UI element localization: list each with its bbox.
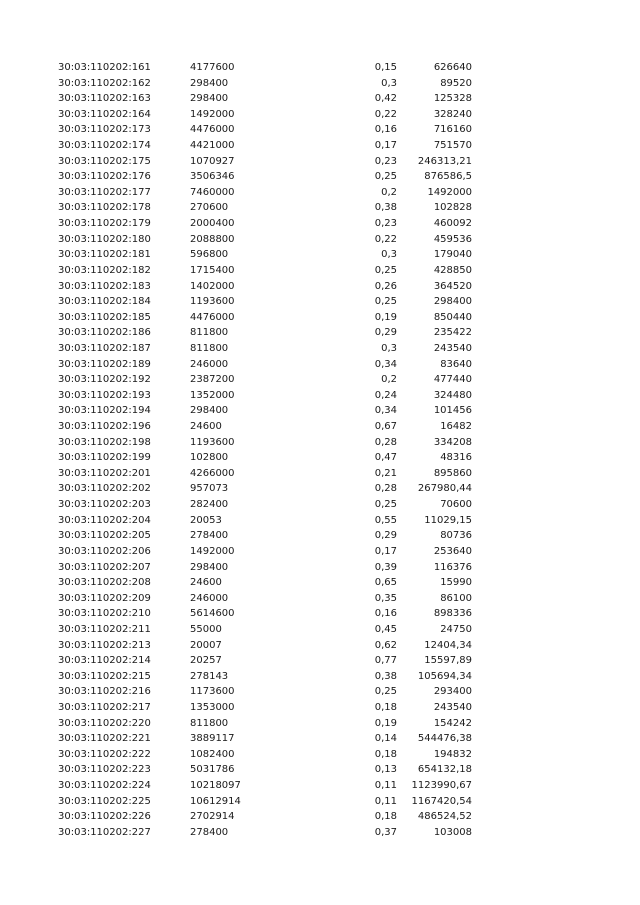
rate-cell: 0,22 [374,108,397,120]
table-row [0,388,640,404]
result-cell: 876586,5 [424,171,472,183]
rate-cell: 0,55 [374,514,397,526]
cadastral-number-cell: 30:03:110202:173 [58,124,151,136]
cadastral-number-cell: 30:03:110202:211 [58,623,151,635]
rate-cell: 0,37 [374,826,397,838]
value-cell: 10218097 [190,780,241,792]
cadastral-number-cell: 30:03:110202:179 [58,218,151,230]
cadastral-number-cell: 30:03:110202:192 [58,374,151,386]
rate-cell: 0,34 [374,358,397,370]
table-row [0,575,640,591]
value-cell: 2387200 [190,374,235,386]
rate-cell: 0,38 [374,670,397,682]
value-cell: 2702914 [190,811,235,823]
table-row [0,481,640,497]
rate-cell: 0,62 [374,639,397,651]
value-cell: 4421000 [190,140,235,152]
value-cell: 1070927 [190,155,235,167]
cadastral-number-cell: 30:03:110202:184 [58,296,151,308]
value-cell: 298400 [190,405,229,417]
value-cell: 10612914 [190,795,241,807]
rate-cell: 0,24 [374,389,397,401]
cadastral-number-cell: 30:03:110202:220 [58,717,151,729]
table-row [0,731,640,747]
cadastral-number-cell: 30:03:110202:209 [58,592,151,604]
result-cell: 80736 [440,530,472,542]
table-row [0,122,640,138]
value-cell: 278400 [190,530,229,542]
value-cell: 5614600 [190,608,235,620]
rate-cell: 0,11 [374,780,397,792]
result-cell: 253640 [433,545,472,557]
cadastral-number-cell: 30:03:110202:224 [58,780,151,792]
table-row [0,169,640,185]
value-cell: 246000 [190,592,229,604]
cadastral-number-cell: 30:03:110202:210 [58,608,151,620]
rate-cell: 0,14 [374,733,397,745]
cadastral-number-cell: 30:03:110202:201 [58,467,151,479]
rate-cell: 0,11 [374,795,397,807]
rate-cell: 0,25 [374,171,397,183]
table-row [0,200,640,216]
value-cell: 1715400 [190,264,235,276]
cadastral-number-cell: 30:03:110202:202 [58,483,151,495]
table-row [0,497,640,513]
rate-cell: 0,22 [374,233,397,245]
cadastral-number-cell: 30:03:110202:180 [58,233,151,245]
rate-cell: 0,25 [374,499,397,511]
table-row [0,560,640,576]
result-cell: 428850 [433,264,472,276]
result-cell: 293400 [433,686,472,698]
cadastral-number-cell: 30:03:110202:181 [58,249,151,261]
table-row [0,279,640,295]
result-cell: 86100 [440,592,472,604]
rate-cell: 0,19 [374,311,397,323]
table-row [0,528,640,544]
table-row [0,76,640,92]
cadastral-number-cell: 30:03:110202:205 [58,530,151,542]
cadastral-number-cell: 30:03:110202:213 [58,639,151,651]
rate-cell: 0,2 [381,374,397,386]
rate-cell: 0,3 [381,249,397,261]
result-cell: 267980,44 [417,483,472,495]
table-row [0,247,640,263]
value-cell: 270600 [190,202,229,214]
value-cell: 1193600 [190,296,235,308]
value-cell: 55000 [190,623,222,635]
result-cell: 1123990,67 [411,780,472,792]
result-cell: 654132,18 [417,764,472,776]
value-cell: 1173600 [190,686,235,698]
result-cell: 626640 [433,62,472,73]
table-row [0,762,640,778]
table-row [0,466,640,482]
result-cell: 125328 [433,93,472,105]
cadastral-number-cell: 30:03:110202:163 [58,93,151,105]
cadastral-number-cell: 30:03:110202:177 [58,186,151,198]
rate-cell: 0,47 [374,452,397,464]
table-row [0,435,640,451]
rate-cell: 0,18 [374,701,397,713]
result-cell: 460092 [433,218,472,230]
value-cell: 811800 [190,327,229,339]
value-cell: 24600 [190,577,222,589]
table-row [0,372,640,388]
cadastral-number-cell: 30:03:110202:216 [58,686,151,698]
cadastral-number-cell: 30:03:110202:164 [58,108,151,120]
cadastral-number-cell: 30:03:110202:175 [58,155,151,167]
result-cell: 179040 [433,249,472,261]
value-cell: 957073 [190,483,229,495]
value-cell: 298400 [190,77,229,89]
rate-cell: 0,29 [374,530,397,542]
table-row [0,450,640,466]
result-cell: 751570 [433,140,472,152]
rate-cell: 0,34 [374,405,397,417]
rate-cell: 0,45 [374,623,397,635]
value-cell: 4266000 [190,467,235,479]
table-row [0,216,640,232]
value-cell: 1353000 [190,701,235,713]
value-cell: 5031786 [190,764,235,776]
cadastral-number-cell: 30:03:110202:194 [58,405,151,417]
result-cell: 246313,21 [417,155,472,167]
value-cell: 20053 [190,514,222,526]
rate-cell: 0,13 [374,764,397,776]
result-cell: 11029,15 [424,514,472,526]
cadastral-number-cell: 30:03:110202:221 [58,733,151,745]
result-cell: 235422 [433,327,472,339]
rate-cell: 0,23 [374,218,397,230]
rate-cell: 0,39 [374,561,397,573]
result-cell: 24750 [440,623,472,635]
table-row [0,809,640,825]
rate-cell: 0,67 [374,421,397,433]
result-cell: 364520 [433,280,472,292]
result-cell: 898336 [433,608,472,620]
table-row [0,794,640,810]
rate-cell: 0,28 [374,483,397,495]
result-cell: 102828 [433,202,472,214]
rate-cell: 0,25 [374,296,397,308]
table-row [0,341,640,357]
cadastral-number-cell: 30:03:110202:176 [58,171,151,183]
table-row [0,638,640,654]
cadastral-number-cell: 30:03:110202:178 [58,202,151,214]
value-cell: 20257 [190,655,222,667]
value-cell: 1492000 [190,108,235,120]
value-cell: 1492000 [190,545,235,557]
table-row [0,513,640,529]
rate-cell: 0,19 [374,717,397,729]
value-cell: 2088800 [190,233,235,245]
rate-cell: 0,29 [374,327,397,339]
cadastral-number-cell: 30:03:110202:207 [58,561,151,573]
value-cell: 4177600 [190,62,235,73]
value-cell: 278400 [190,826,229,838]
result-cell: 1492000 [427,186,472,198]
cadastral-number-cell: 30:03:110202:227 [58,826,151,838]
cadastral-number-cell: 30:03:110202:214 [58,655,151,667]
result-cell: 12404,34 [424,639,472,651]
table-row [0,622,640,638]
result-cell: 194832 [433,748,472,760]
cadastral-number-cell: 30:03:110202:223 [58,764,151,776]
rate-cell: 0,65 [374,577,397,589]
cadastral-number-cell: 30:03:110202:196 [58,421,151,433]
rate-cell: 0,17 [374,140,397,152]
table-row [0,825,640,841]
cadastral-number-cell: 30:03:110202:185 [58,311,151,323]
rate-cell: 0,3 [381,342,397,354]
result-cell: 895860 [433,467,472,479]
value-cell: 811800 [190,717,229,729]
table-row [0,700,640,716]
value-cell: 4476000 [190,124,235,136]
cadastral-number-cell: 30:03:110202:199 [58,452,151,464]
table-row [0,403,640,419]
value-cell: 282400 [190,499,229,511]
result-cell: 243540 [433,701,472,713]
result-cell: 101456 [433,405,472,417]
table-row [0,232,640,248]
cadastral-number-cell: 30:03:110202:183 [58,280,151,292]
table-row [0,357,640,373]
rate-cell: 0,17 [374,545,397,557]
rate-cell: 0,38 [374,202,397,214]
cadastral-number-cell: 30:03:110202:226 [58,811,151,823]
rate-cell: 0,3 [381,77,397,89]
rate-cell: 0,25 [374,686,397,698]
cadastral-number-cell: 30:03:110202:217 [58,701,151,713]
table-row [0,325,640,341]
rate-cell: 0,2 [381,186,397,198]
table-row [0,653,640,669]
result-cell: 334208 [433,436,472,448]
value-cell: 3889117 [190,733,235,745]
rate-cell: 0,16 [374,124,397,136]
value-cell: 2000400 [190,218,235,230]
result-cell: 328240 [433,108,472,120]
result-cell: 89520 [440,77,472,89]
value-cell: 1402000 [190,280,235,292]
result-cell: 48316 [440,452,472,464]
cadastral-number-cell: 30:03:110202:203 [58,499,151,511]
result-cell: 486524,52 [417,811,472,823]
result-cell: 103008 [433,826,472,838]
table-row [0,419,640,435]
cadastral-number-cell: 30:03:110202:204 [58,514,151,526]
value-cell: 246000 [190,358,229,370]
table-row [0,185,640,201]
table-row [0,544,640,560]
rate-cell: 0,77 [374,655,397,667]
result-cell: 105694,34 [417,670,472,682]
result-cell: 116376 [433,561,472,573]
cadastral-number-cell: 30:03:110202:198 [58,436,151,448]
result-cell: 544476,38 [417,733,472,745]
result-cell: 154242 [433,717,472,729]
table-row [0,669,640,685]
result-cell: 70600 [440,499,472,511]
table-row [0,60,640,76]
value-cell: 24600 [190,421,222,433]
rate-cell: 0,18 [374,811,397,823]
table-row [0,107,640,123]
value-cell: 278143 [190,670,229,682]
cadastral-number-cell: 30:03:110202:187 [58,342,151,354]
cadastral-number-cell: 30:03:110202:161 [58,62,151,73]
result-cell: 15597,89 [424,655,472,667]
cadastral-number-cell: 30:03:110202:225 [58,795,151,807]
result-cell: 16482 [440,421,472,433]
value-cell: 7460000 [190,186,235,198]
result-cell: 15990 [440,577,472,589]
value-cell: 596800 [190,249,229,261]
result-cell: 716160 [433,124,472,136]
value-cell: 811800 [190,342,229,354]
value-cell: 298400 [190,93,229,105]
result-cell: 477440 [433,374,472,386]
value-cell: 4476000 [190,311,235,323]
result-cell: 1167420,54 [411,795,472,807]
table-row [0,716,640,732]
table-row [0,263,640,279]
spreadsheet-table [0,60,640,840]
cadastral-number-cell: 30:03:110202:186 [58,327,151,339]
table-row [0,747,640,763]
cadastral-number-cell: 30:03:110202:162 [58,77,151,89]
table-row [0,294,640,310]
result-cell: 850440 [433,311,472,323]
table-row [0,778,640,794]
table-row [0,138,640,154]
cadastral-number-cell: 30:03:110202:193 [58,389,151,401]
result-cell: 298400 [433,296,472,308]
rate-cell: 0,15 [374,62,397,73]
result-cell: 324480 [433,389,472,401]
cadastral-number-cell: 30:03:110202:206 [58,545,151,557]
result-cell: 243540 [433,342,472,354]
rate-cell: 0,23 [374,155,397,167]
value-cell: 298400 [190,561,229,573]
cadastral-number-cell: 30:03:110202:189 [58,358,151,370]
value-cell: 3506346 [190,171,235,183]
table-row [0,91,640,107]
rate-cell: 0,21 [374,467,397,479]
value-cell: 1193600 [190,436,235,448]
value-cell: 1082400 [190,748,235,760]
cadastral-number-cell: 30:03:110202:208 [58,577,151,589]
rate-cell: 0,28 [374,436,397,448]
cadastral-number-cell: 30:03:110202:174 [58,140,151,152]
table-row [0,684,640,700]
value-cell: 102800 [190,452,229,464]
cadastral-number-cell: 30:03:110202:182 [58,264,151,276]
rate-cell: 0,42 [374,93,397,105]
value-cell: 20007 [190,639,222,651]
result-cell: 83640 [440,358,472,370]
table-row [0,591,640,607]
rate-cell: 0,35 [374,592,397,604]
result-cell: 459536 [433,233,472,245]
rate-cell: 0,25 [374,264,397,276]
rate-cell: 0,16 [374,608,397,620]
cadastral-number-cell: 30:03:110202:215 [58,670,151,682]
cadastral-number-cell: 30:03:110202:222 [58,748,151,760]
rate-cell: 0,18 [374,748,397,760]
value-cell: 1352000 [190,389,235,401]
rate-cell: 0,26 [374,280,397,292]
table-row [0,310,640,326]
table-row [0,154,640,170]
table-row [0,606,640,622]
